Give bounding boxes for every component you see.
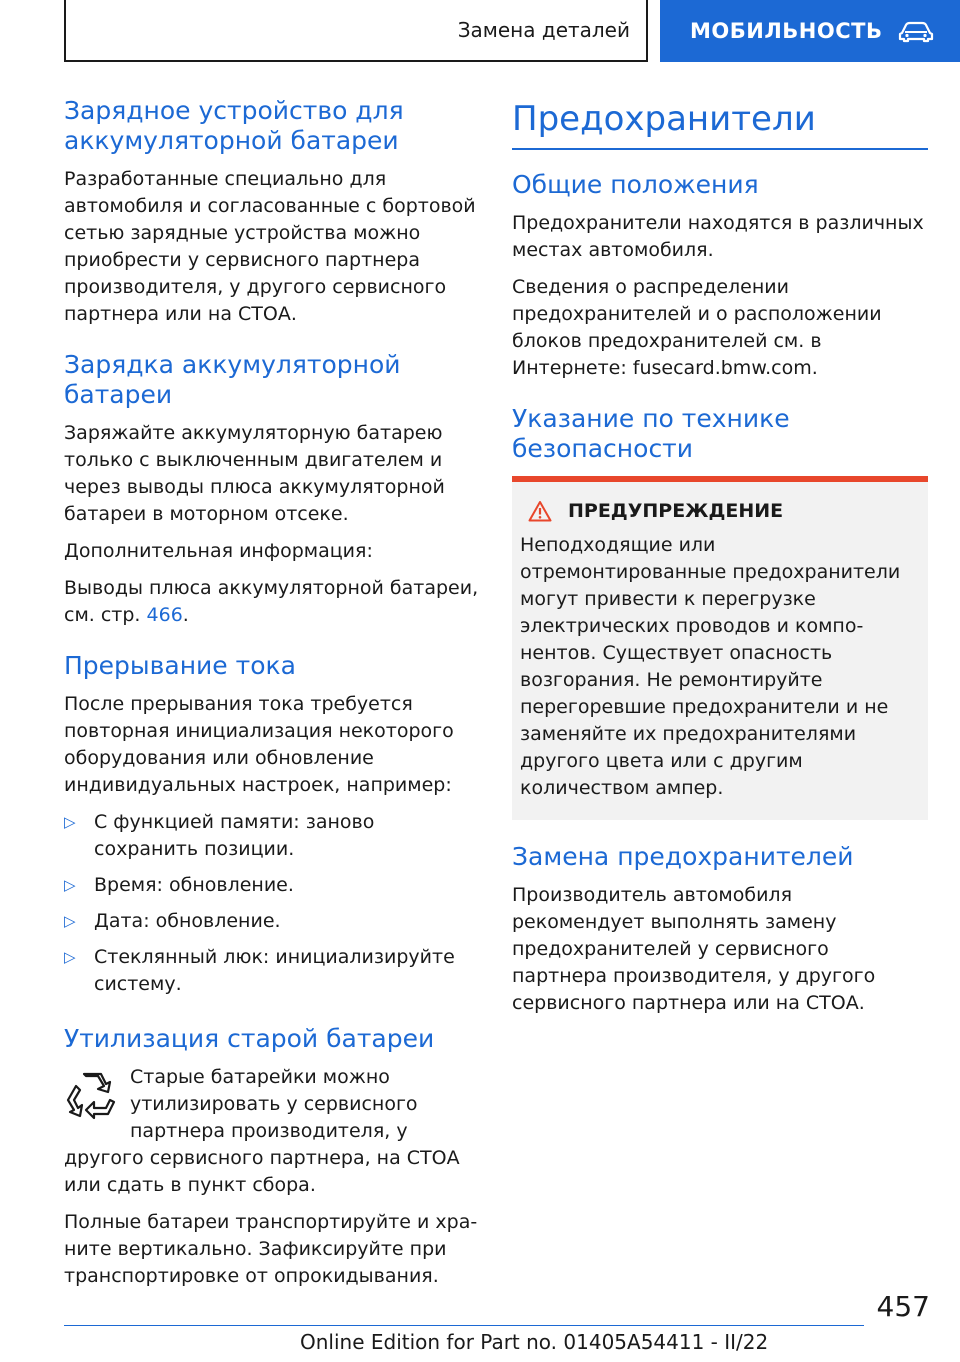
footer-divider (64, 1325, 864, 1326)
replace-paragraph: Производитель автомобиля рекомендует выполнять замену предохранителей у сервисного партнера производителя, у другого сервисного партнера или на СТОА. (512, 884, 876, 1014)
bullet-icon: ▷ (64, 876, 76, 894)
left-column (64, 96, 480, 1300)
charging-heading: Зарядка аккумуляторной батареи (64, 350, 401, 409)
warning-box (512, 476, 928, 820)
charger-paragraph: Разработанные специально для автомобиля и согласованные с бортовой сетью зарядные устройства можно приобрести у сервисного партнера производителя, у другого сервисного партнера или на СТОА. (64, 168, 476, 325)
list-item: ▷ Дата: обновление. (64, 908, 480, 935)
charging-paragraph: Заряжайте аккумуляторную батарею только с выключенным двигателем и через выводы плюса аккумуляторной батареи в моторном отсеке. (64, 422, 445, 525)
charger-heading: Зарядное устройство для аккумуляторной батареи (64, 96, 404, 155)
safety-heading: Указание по технике безопасности (512, 404, 790, 463)
header-chapter (660, 0, 960, 62)
bullet-icon: ▷ (64, 912, 76, 930)
terminals-paragraph: Выводы плюса аккумуляторной батареи, см. стр. 466. (64, 577, 479, 626)
list-item: ▷ Время: обновление. (64, 872, 480, 899)
general-paragraph-1: Предохранители находятся в различных местах автомобиля. (512, 212, 924, 261)
list-item: ▷ Стеклянный люк: инициализируйте систему. (64, 946, 455, 995)
warning-title-label: ПРЕДУПРЕЖДЕНИЕ (568, 500, 784, 522)
disposal-paragraph: Старые батарейки можно утилизировать у сервисного партнера производителя, у другого сервисного партнера, на СТОА или сдать в пункт сбора. (64, 1066, 460, 1196)
terminals-page-link[interactable]: 466 (146, 604, 183, 626)
terminals-text: Выводы плюса аккумуляторной батареи, см. стр. (64, 577, 479, 626)
right-column (512, 96, 928, 1027)
recycle-icon (64, 1068, 120, 1124)
general-heading: Общие положения (512, 170, 759, 199)
car-icon (898, 19, 934, 43)
header-chapter-label: МОБИЛЬНОСТЬ (690, 19, 883, 43)
interrupt-heading: Прерывание тока (64, 651, 296, 680)
header-section-label: Замена деталей (457, 18, 630, 42)
interrupt-paragraph: После прерывания тока требуется повторная инициализация некоторого оборудования или обновление индивидуальных настроек, например: (64, 693, 454, 796)
warning-paragraph: Неподходящие или отремонтированные предохранители могут привести к перегрузке электрических проводов и компонентов. Существует опасность возгорания. Не ремонтируйте перегоревшие предохранители и не заменяйте их предохранителями другого цвета или с другим количеством ампер. (520, 534, 901, 799)
interrupt-list (64, 809, 480, 998)
general-paragraph-2: Сведения о распределении предохранителей и о расположении блоков предохранителей см. в Интернете: fusecard.bmw.com. (512, 276, 882, 379)
bullet-icon: ▷ (64, 948, 76, 966)
disposal-heading: Утилизация старой батареи (64, 1024, 435, 1053)
warning-triangle-icon (528, 500, 552, 522)
bullet-icon: ▷ (64, 813, 76, 831)
list-item: ▷ С функцией памяти: заново сохранить позиции. (64, 811, 375, 860)
disposal-paragraph-2: Полные батареи транспортируйте и храните вертикально. Зафиксируйте при транспортировке от опрокидывания. (64, 1211, 478, 1287)
warning-title (520, 500, 920, 522)
page-number: 457 (876, 1290, 930, 1323)
more-info-paragraph: Дополнительная информация: (64, 540, 373, 562)
fuses-heading: Предохранители (512, 96, 928, 150)
footer-edition: Online Edition for Part no. 01405A54411 - II/22 (300, 1330, 769, 1354)
replace-heading: Замена предохранителей (512, 842, 854, 871)
header-section (64, 0, 648, 62)
